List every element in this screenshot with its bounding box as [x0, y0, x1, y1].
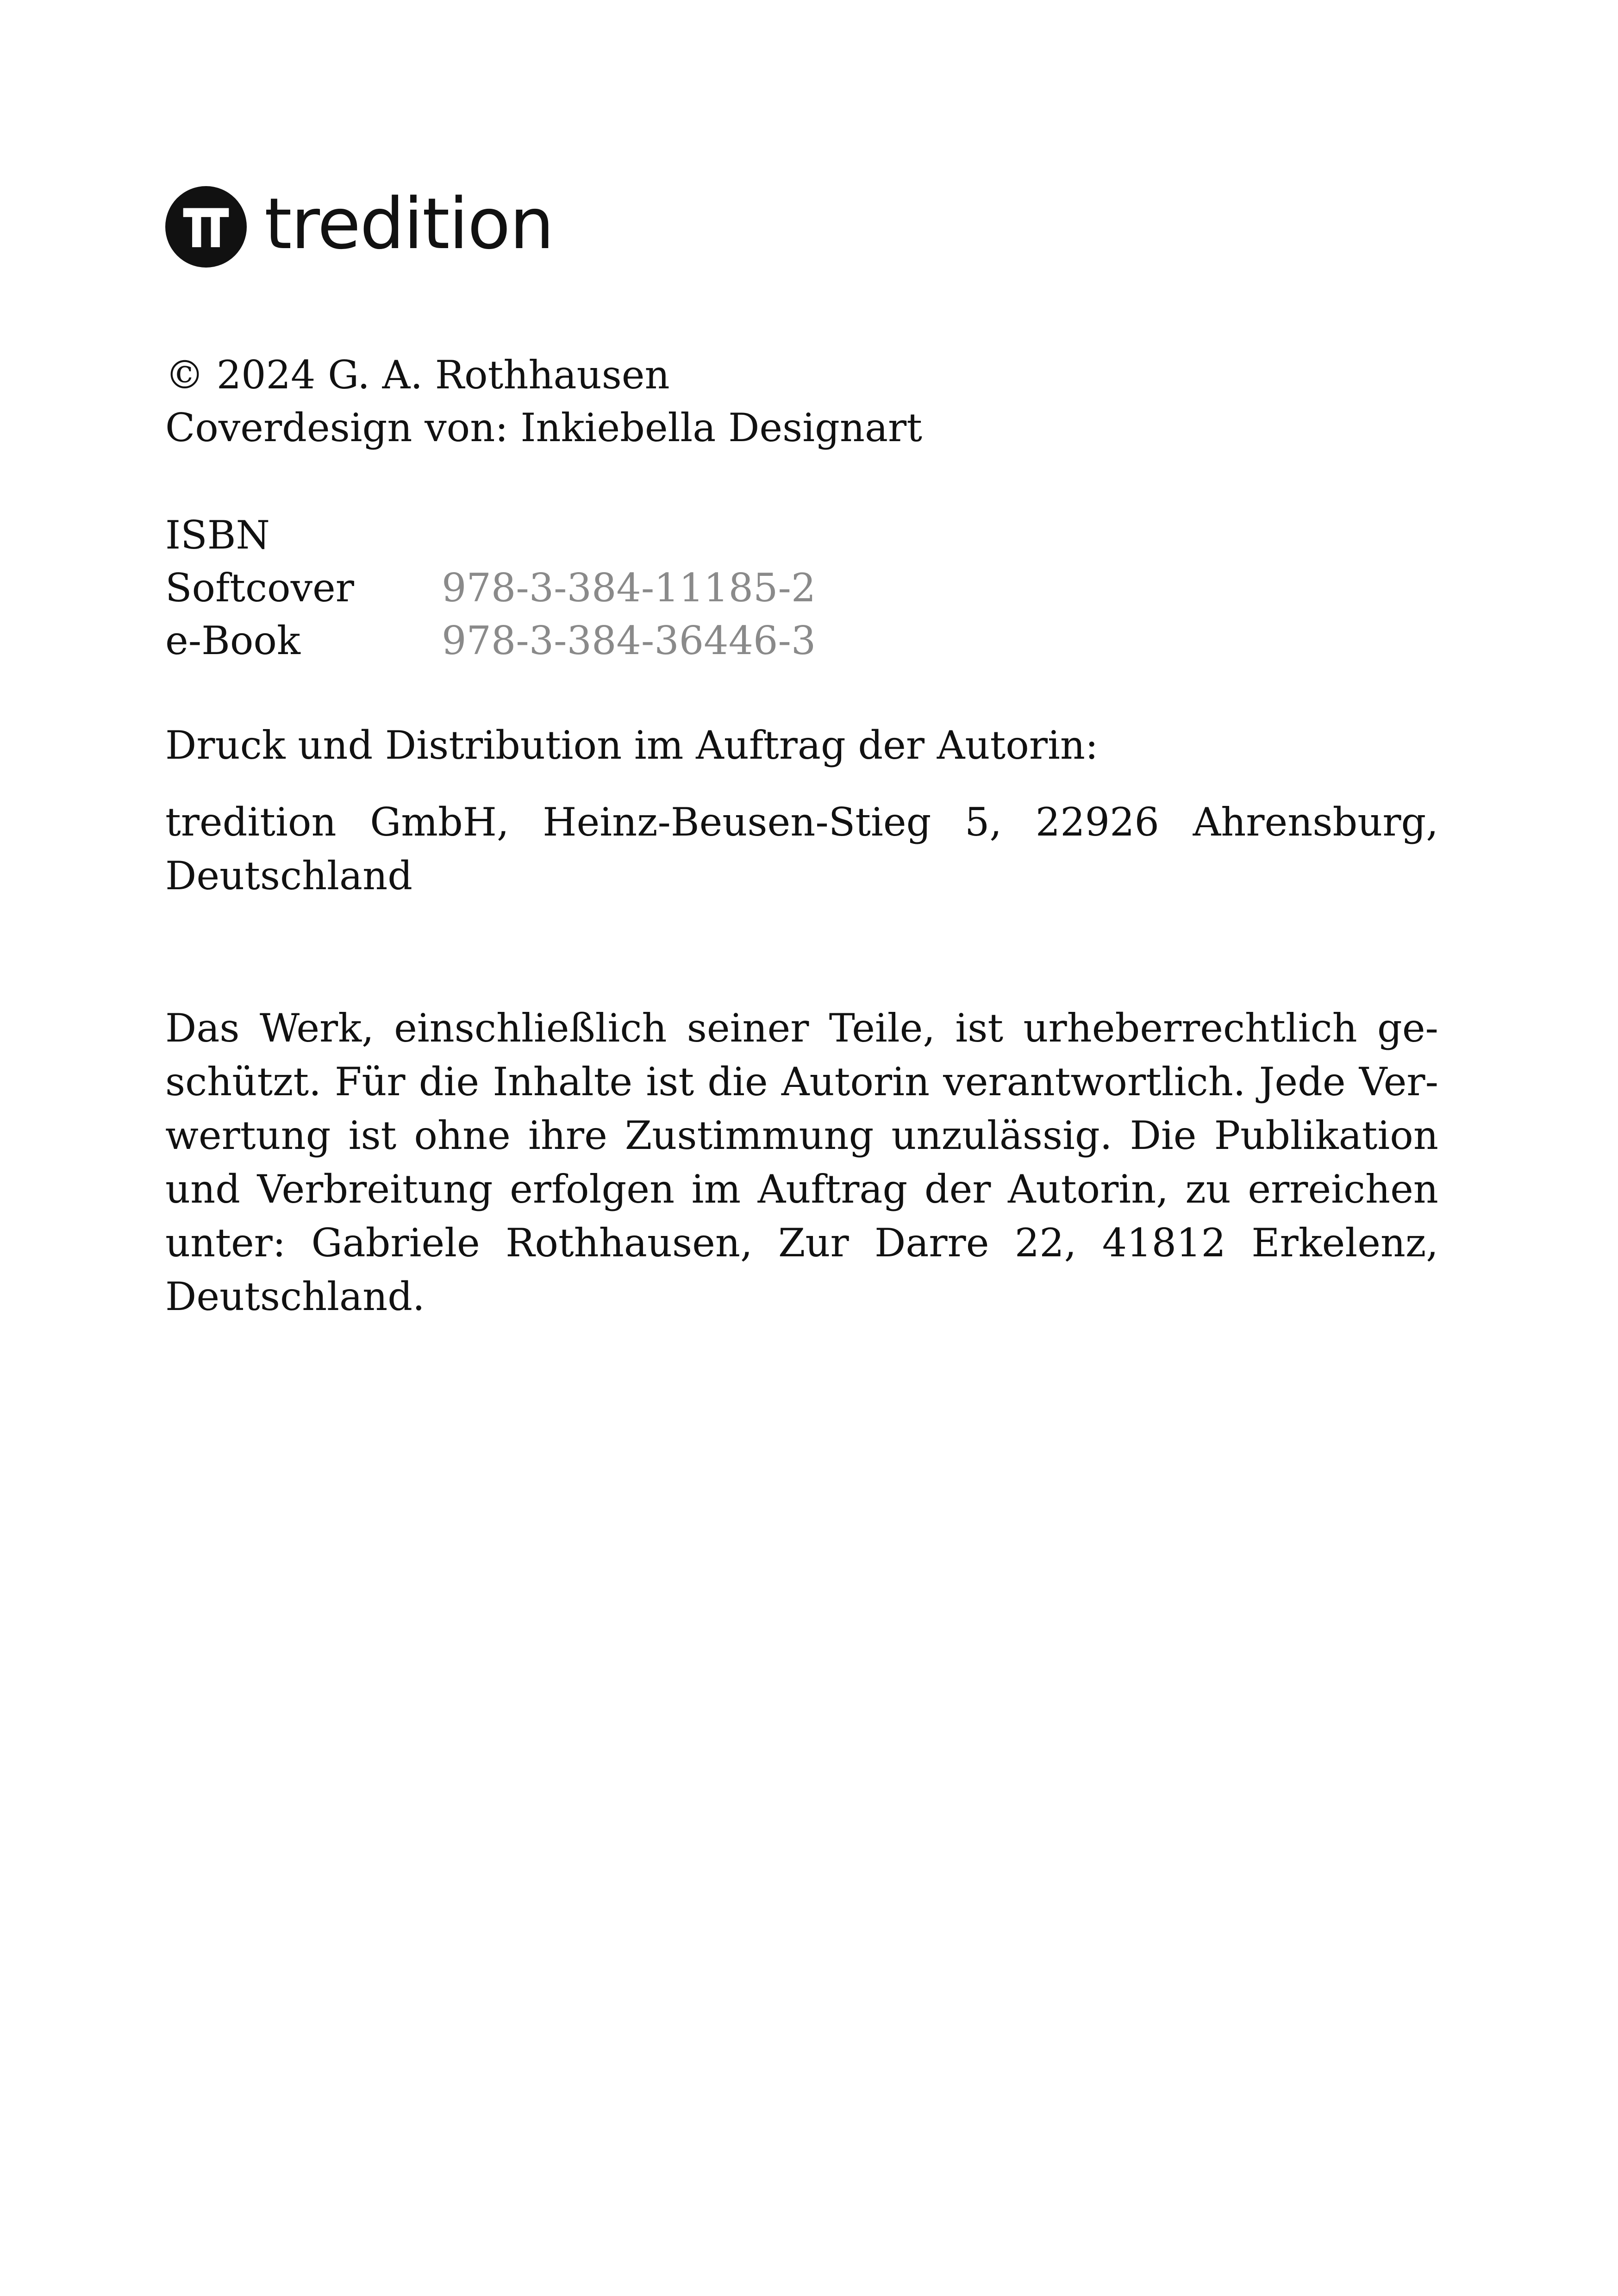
word: ge- [1377, 1005, 1438, 1051]
word: und [165, 1167, 240, 1212]
word: Das [165, 1005, 240, 1051]
cover-design-credit: Coverdesign von: Inkiebella Designart [165, 405, 922, 450]
word: Ahrensburg, [1193, 799, 1438, 845]
isbn-row-ebook [165, 614, 816, 668]
word: Zustimmung [625, 1113, 874, 1158]
word: Gabriele [311, 1220, 480, 1266]
word: Darre [874, 1220, 989, 1266]
word: tredition [165, 799, 337, 845]
word: Erkelenz, [1251, 1220, 1438, 1266]
word: ihre [528, 1113, 607, 1158]
word: urheberrechtlich [1023, 1005, 1357, 1051]
isbn-label: e-Book [165, 618, 300, 663]
word: Zur [778, 1220, 849, 1266]
isbn-row-softcover [165, 561, 816, 615]
tredition-logo-icon [165, 186, 247, 268]
word: im [691, 1167, 741, 1212]
word: Autorin, [1008, 1167, 1168, 1212]
word: die [707, 1059, 768, 1104]
word: GmbH, [370, 799, 509, 845]
word: erreichen [1248, 1167, 1438, 1212]
word: unter: [165, 1220, 286, 1266]
publisher-logo [165, 185, 553, 268]
word: Heinz-Beusen-Stieg [543, 799, 931, 845]
word: einschließlich [394, 1005, 667, 1051]
word: 41812 [1102, 1220, 1226, 1266]
publisher-address [165, 795, 1438, 903]
word: Inhalte [493, 1059, 633, 1104]
logo-wordmark: tredition [264, 183, 554, 265]
legal-line [165, 1055, 1438, 1109]
word: ist [348, 1113, 397, 1158]
word: verantwortlich. [943, 1059, 1246, 1104]
address-line-last: Deutschland [165, 853, 412, 898]
word: seiner [687, 1005, 809, 1051]
word: Für [335, 1059, 406, 1104]
legal-line [165, 1162, 1438, 1216]
word: wertung [165, 1113, 331, 1158]
isbn-number: 978-3-384-36446-3 [442, 618, 816, 663]
isbn-heading: ISBN [165, 512, 270, 558]
word: 22, [1014, 1220, 1077, 1266]
word: unzulässig. [891, 1113, 1112, 1158]
word: schützt. [165, 1059, 321, 1104]
word: ist [646, 1059, 694, 1104]
word: Teile, [829, 1005, 936, 1051]
word: Werk, [259, 1005, 374, 1051]
word: der [924, 1167, 991, 1212]
word: Auftrag [757, 1167, 908, 1212]
word: Jede [1259, 1059, 1346, 1104]
legal-line [165, 1001, 1438, 1055]
word: ohne [414, 1113, 511, 1158]
word: Ver- [1359, 1059, 1438, 1104]
word: ist [955, 1005, 1004, 1051]
word: Autorin [781, 1059, 930, 1104]
word: 5, [964, 799, 1002, 845]
word: Verbreitung [257, 1167, 493, 1212]
copyright-line: © 2024 G. A. Rothhausen [165, 352, 670, 398]
word: Die [1130, 1113, 1197, 1158]
legal-line [165, 1109, 1438, 1162]
legal-notice [165, 1001, 1438, 1323]
word: 22926 [1035, 799, 1159, 845]
legal-line-last: Deutschland. [165, 1274, 425, 1319]
address-line [165, 795, 1438, 849]
word: erfolgen [510, 1167, 675, 1212]
word: zu [1185, 1167, 1231, 1212]
distribution-heading: Druck und Distribution im Auftrag der Autorin: [165, 723, 1099, 768]
legal-line [165, 1216, 1438, 1270]
word: Publikation [1214, 1113, 1438, 1158]
word: Rothhausen, [506, 1220, 753, 1266]
isbn-label: Softcover [165, 565, 354, 611]
word: die [419, 1059, 480, 1104]
isbn-number: 978-3-384-11185-2 [442, 565, 816, 611]
